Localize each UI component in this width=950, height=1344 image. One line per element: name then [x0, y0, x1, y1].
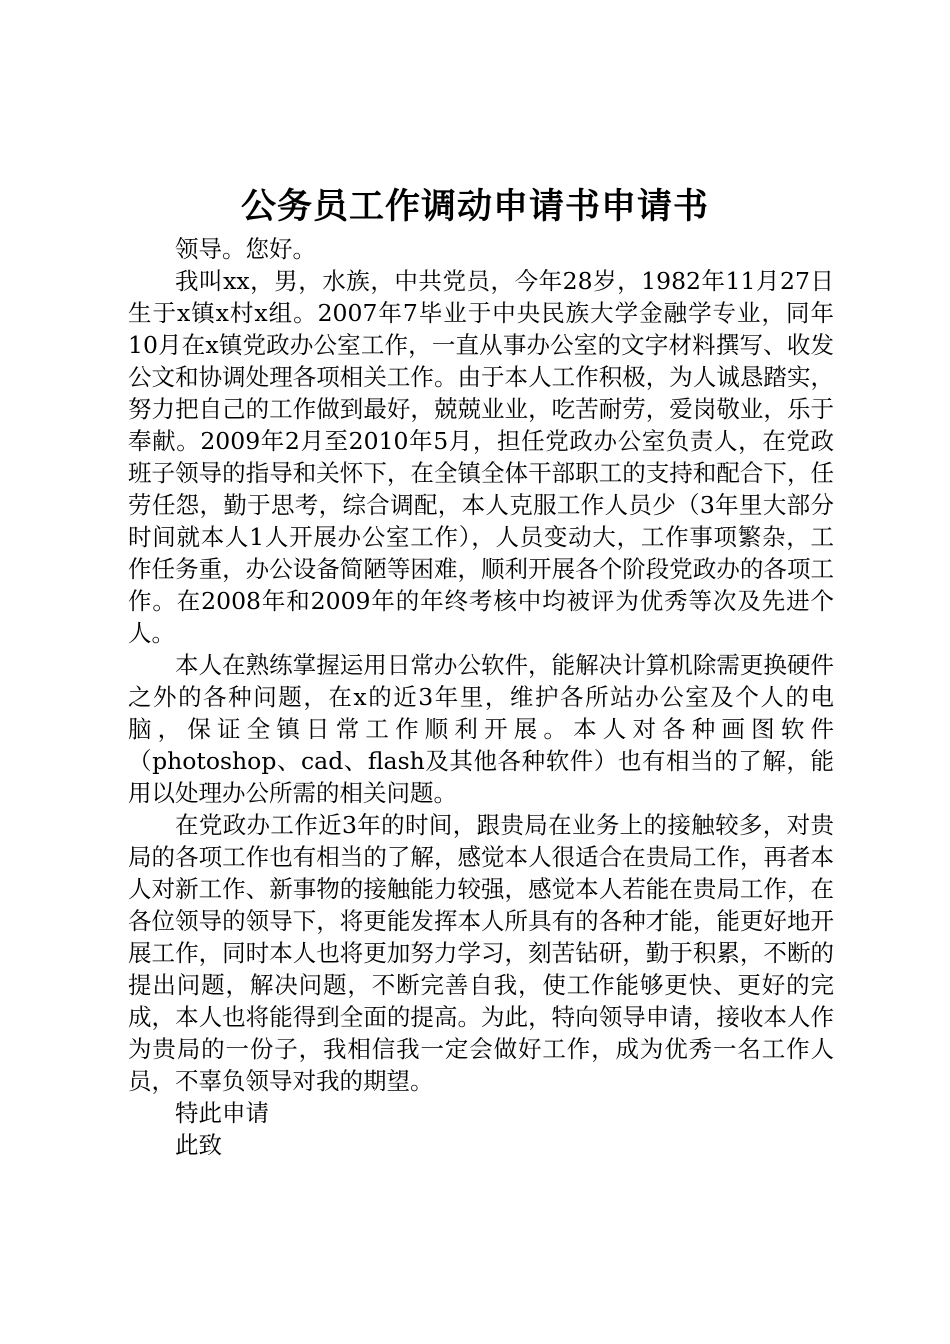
document-body [128, 233, 834, 1161]
document-title: 公务员工作调动申请书申请书 [240, 187, 709, 227]
greeting-paragraph: 领导。您好。 [175, 235, 316, 263]
request-paragraph: 在党政办工作近3年的时间，跟贵局在业务上的接触较多，对贵局的各项工作也有相当的了解，感觉本人很适合在贵局工作，再者本人对新工作、新事物的接触能力较强，感觉本人若能在贵局工作，在各位领导的领导下，将更能发挥本人所具有的各种才能，能更好地开展工作，同时本人也将更加努力学习，刻苦钻研，勤于积累，不断的提出问题，解决问题，不断完善自我，使工作能够更快、更好的完成，本人也将能得到全面的提高。为此，特向领导申请，接收本人作为贵局的一份子，我相信我一定会做好工作，成为优秀一名工作人员，不辜负领导对我的期望。 [128, 811, 834, 1095]
background-paragraph: 我叫xx，男，水族，中共党员，今年28岁，1982年11月27日生于x镇x村x组。2007年7毕业于中央民族大学金融学专业，同年10月在x镇党政办公室工作，一直从事办公室的文字材料撰写、收发公文和协调处理各项相关工作。由于本人工作积极，为人诚恳踏实，努力把自己的工作做到最好，兢兢业业，吃苦耐劳，爱岗敬业，乐于奉献。2009年2月至2010年5月，担任党政办公室负责人，在党政班子领导的指导和关怀下，在全镇全体干部职工的支持和配合下，任劳任怨，勤于思考，综合调配，本人克服工作人员少（3年里大部分时间就本人1人开展办公室工作），人员变动大，工作事项繁杂，工作任务重，办公设备简陋等困难，顺利开展各个阶段党政办的各项工作。在2008年和2009年的年终考核中均被评为优秀等次及先进个人。 [128, 267, 834, 647]
skills-paragraph: 本人在熟练掌握运用日常办公软件，能解决计算机除需更换硬件之外的各种问题，在x的近3年里，维护各所站办公室及个人的电脑，保证全镇日常工作顺利开展。本人对各种画图软件（photoshop、cad、flash及其他各种软件）也有相当的了解，能用以处理办公所需的相关问题。 [128, 651, 834, 807]
salutation-line: 此致 [175, 1131, 222, 1159]
closing-line: 特此申请 [175, 1099, 269, 1127]
